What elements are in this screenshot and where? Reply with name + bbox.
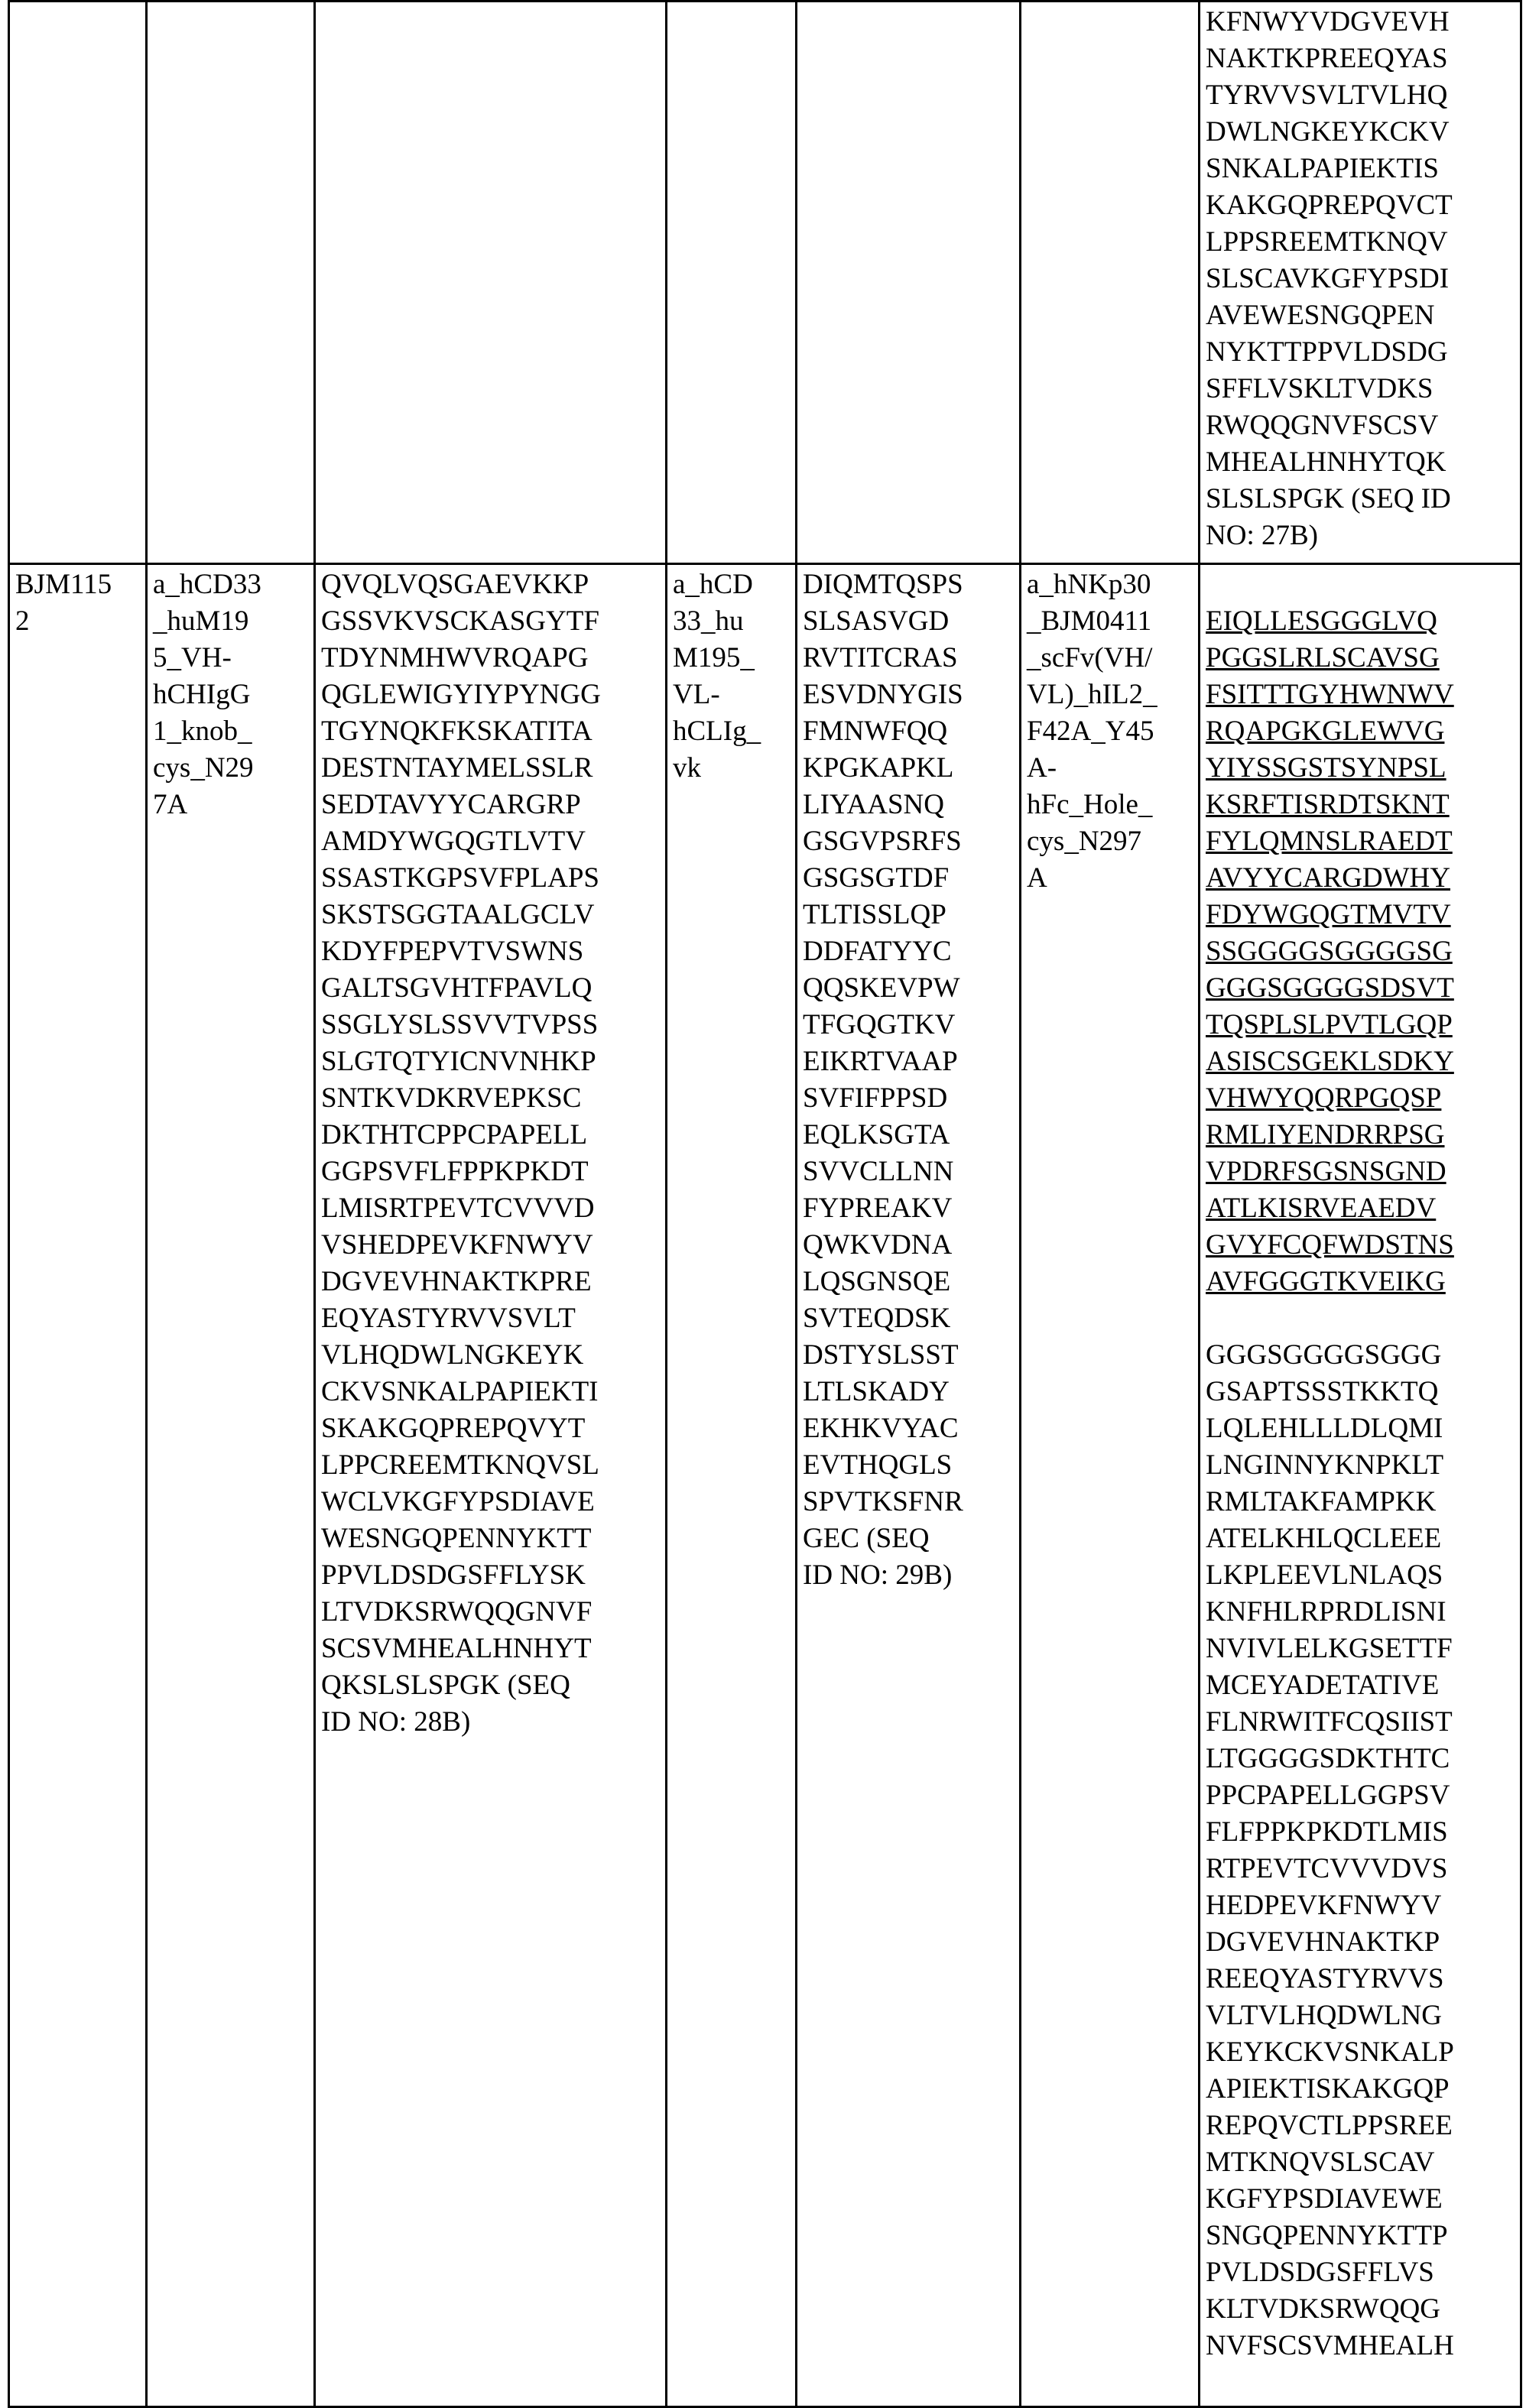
fusion-chain-name-cell-empty xyxy=(1021,2,1200,564)
sequence-table xyxy=(8,0,1522,2408)
fusion-sequence-underlined-segment: EIQLLESGGGLVQ PGGSLRLSCAVSG FSITTTGYHWNWV RQAPGKGLEWVG YIYSSGSTSYNPSL KSRFTISRDTSKNT FYLQMNSLRAEDT AVYYCARGDWHY FDYWGQGTMVTV SSGGGGSGGGGSG GGGSGGGGSDSVT TQSPLSLPVTLGQP ASISCSGEKLSDKY VHWYQQRPGQSP RMLIYENDRRPSG VPDRFSGSNSGND ATLKISRVEAEDV GVYFCQFWDSTNS AVFGGGTKVEIKG xyxy=(1206,605,1454,1297)
table-row-bjm1152 xyxy=(9,564,1521,2407)
vl-chain-sequence-cell: DIQMTQSPS SLSASVGD RVTITCRAS ESVDNYGIS FMNWFQQ KPGKAPKL LIYAASNQ GSGVPSRFS GSGSGTDF TLTISSLQP DDFATYYC QQSKEVPW TFGQGTKV EIKRTVAAP SVFIFPPSD EQLKSGTA SVVCLLNN FYPREAKV QWKVDNA LQSGNSQE SVTEQDSK DSTYSLSST LTLSKADY EKHKVYAC EVTHQGLS SPVTKSFNR GEC (SEQ ID NO: 29B) xyxy=(797,564,1021,2407)
vl-chain-sequence-cell-empty xyxy=(797,2,1021,564)
vl-chain-name-cell-empty xyxy=(667,2,797,564)
vl-chain-name-cell: a_hCD 33_hu M195_ VL- hCLIg_ vk xyxy=(667,564,797,2407)
vh-chain-sequence-cell-empty xyxy=(315,2,667,564)
vh-chain-sequence-cell: QVQLVQSGAEVKKP GSSVKVSCKASGYTF TDYNMHWVRQAPG QGLEWIGYIYPYNGG TGYNQKFKSKATITA DESTNTAYMELSSLR SEDTAVYYCARGRP AMDYWGQGTLVTV SSASTKGPSVFPLAPS SKSTSGGTAALGCLV KDYFPEPVTVSWNS GALTSGVHTFPAVLQ SSGLYSLSSVVTVPSS SLGTQTYICNVNHKP SNTKVDKRVEPKSC DKTHTCPPCPAPELL GGPSVFLFPPKPKDT LMISRTPEVTCVVVD VSHEDPEVKFNWYV DGVEVHNAKTKPRE EQYASTYRVVSVLT VLHQDWLNGKEYK CKVSNKALPAPIEKTI SKAKGQPREPQVYT LPPCREEMTKNQVSL WCLVKGFYPSDIAVE WESNGQPENNYKTT PPVLDSDGSFFLYSK LTVDKSRWQQGNVF SCSVMHEALHNHYT QKSLSLSPGK (SEQ ID NO: 28B) xyxy=(315,564,667,2407)
fusion-sequence-plain-segment: GGGSGGGGSGGG GSAPTSSSTKKTQ LQLEHLLLDLQMI LNGINNYKNPKLT RMLTAKFAMPKK ATELKHLQCLEEE LKPLEEVLNLAQS KNFHLRPRDLISNI NVIVLELKGSETTF MCEYADETATIVE FLNRWITFCQSIIST LTGGGGSDKTHTC PPCPAPELLGGPSV FLFPPKPKDTLMIS RTPEVTCVVVDVS HEDPEVKFNWYV DGVEVHNAKTKP REEQYASTYRVVS VLTVLHQDWLNG KEYKCKVSNKALP APIEKTISKAKGQP REPQVCTLPPSREE MTKNQVSLSCAV KGFYPSDIAVEWE SNGQPENNYKTTP PVLDSDGSFFLVS KLTVDKSRWQQG NVFSCSVMHEALH xyxy=(1206,1339,1454,2361)
fusion-chain-sequence-continuation-cell: KFNWYVDGVEVH NAKTKPREEQYAS TYRVVSVLTVLHQ DWLNGKEYKCKV SNKALPAPIEKTIS KAKGQPREPQVCT LPPSREEMTKNQV SLSCAVKGFYPSDI AVEWESNGQPEN NYKTTPPVLDSDG SFFLVSKLTVDKS RWQQGNVFSCSV MHEALHNHYTQK SLSLSPGK (SEQ ID NO: 27B) xyxy=(1200,2,1521,564)
table-row-continuation xyxy=(9,2,1521,564)
fusion-chain-name-cell: a_hNKp30 _BJM0411 _scFv(VH/ VL)_hIL2_ F42A_Y45 A- hFc_Hole_ cys_N297 A xyxy=(1021,564,1200,2407)
fusion-chain-sequence-cell xyxy=(1200,564,1521,2407)
clone-id-cell-empty xyxy=(9,2,147,564)
vh-chain-name-cell-empty xyxy=(147,2,315,564)
clone-id-cell: BJM115 2 xyxy=(9,564,147,2407)
vh-chain-name-cell: a_hCD33 _huM19 5_VH- hCHIgG 1_knob_ cys_N29 7A xyxy=(147,564,315,2407)
